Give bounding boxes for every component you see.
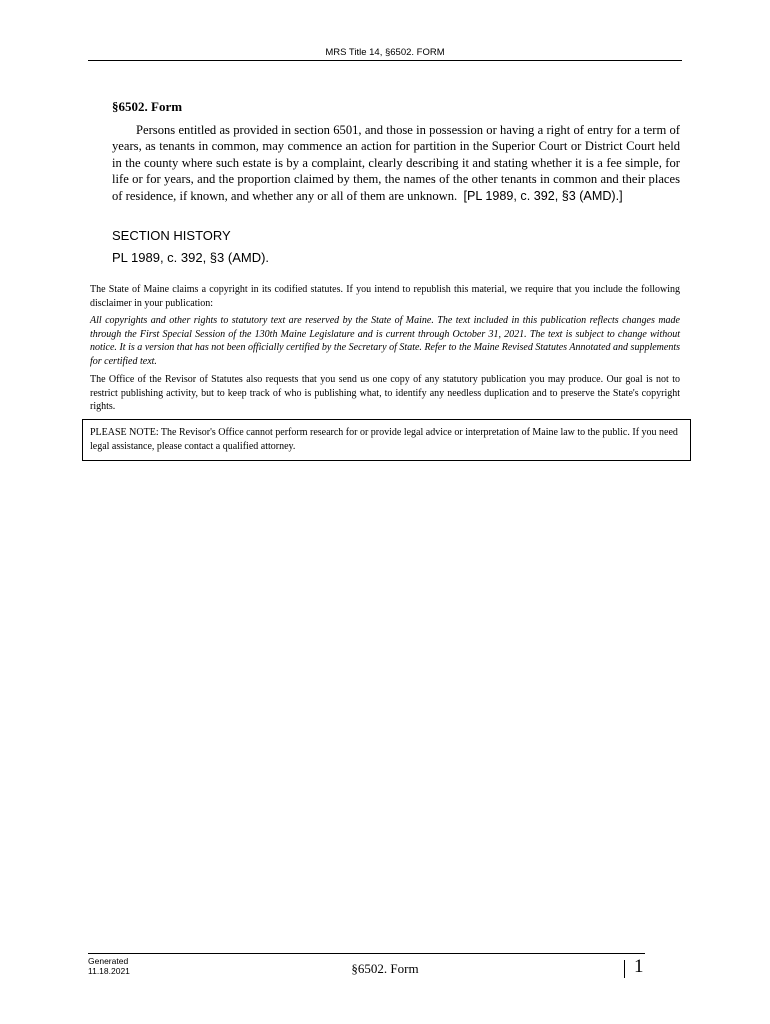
section-history-heading: SECTION HISTORY <box>112 228 231 243</box>
section-body <box>112 122 680 204</box>
please-note-text: PLEASE NOTE: The Revisor's Office cannot perform research for or provide legal advice or interpretation of Maine law to the public. If you need legal assistance, please contact a qualified attorney. <box>90 427 678 452</box>
footer-generated-date: 11.18.2021 <box>88 966 130 976</box>
footer-title: §6502. Form <box>351 961 419 976</box>
running-header: MRS Title 14, §6502. FORM <box>325 47 445 58</box>
copyright-disclaimer: All copyrights and other rights to statutory text are reserved by the State of Maine. The text included in this publication reflects changes made through the First Special Session of the 130th Maine Legislature and is current through October 31, 2021. The text is subject to change without notice. It is a version that has not been officially certified by the Secretary of State. Refer to the Maine Revised Statutes Annotated and supplements for certified text. <box>90 315 680 367</box>
footer-generated <box>88 956 130 976</box>
amendment-citation: [PL 1989, c. 392, §3 (AMD).] <box>463 188 623 203</box>
copyright-notice: The State of Maine claims a copyright in its codified statutes. If you intend to republish this material, we require that you include the following disclaimer in your publication: <box>90 284 680 309</box>
section-text: Persons entitled as provided in section 6501, and those in possession or having a right of entry for a term of years, as tenants in common, may commence an action for partition in the Superior Court or District Court held in the county where such estate is by a complaint, clearly describing it and stating whether it is a fee simple, for life or for years, and the proportion claimed by them, the names of the other tenants in common and their places of residence, if known, and whether any or all of them are unknown. <box>112 123 680 203</box>
page-number: 1 <box>634 956 644 977</box>
section-heading: §6502. Form <box>112 99 183 114</box>
revisor-request-notice: The Office of the Revisor of Statutes also requests that you send us one copy of any statutory publication you may produce. Our goal is not to restrict publishing activity, but to keep track of who is publishing what, to identify any needless duplication and to preserve the State's copyright rights. <box>90 374 680 412</box>
footer-rule <box>88 953 645 954</box>
footer-divider-bar <box>624 960 625 978</box>
header-rule <box>88 60 682 61</box>
section-history-entry: PL 1989, c. 392, §3 (AMD). <box>112 250 270 265</box>
footer-generated-label: Generated <box>88 956 129 966</box>
please-note-box <box>82 419 691 461</box>
